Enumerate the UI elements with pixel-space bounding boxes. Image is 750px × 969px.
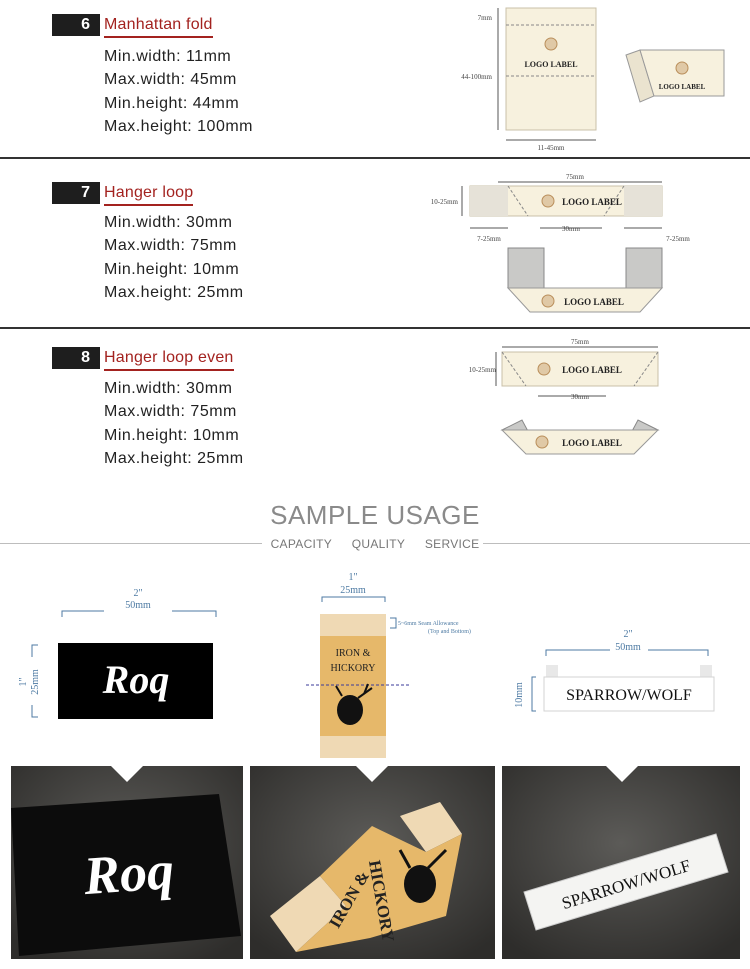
photo-iron-hickory [250, 766, 495, 959]
sample-roq-diagram [0, 575, 250, 755]
iron-label-line1: IRON & [335, 648, 371, 659]
spec-max-width: Max.width: 75mm [104, 237, 237, 255]
spec-max-height: Max.height: 25mm [104, 283, 244, 301]
seam-note-line1: 5~6mm Seam Allowance [398, 621, 459, 627]
width-dimension: 11-45mm [537, 144, 565, 152]
spec-max-height: Max.height: 25mm [104, 449, 244, 467]
center-dimension: 30mm [562, 225, 580, 233]
sample-sparrow-wolf-diagram [500, 615, 750, 725]
center-dimension: 30mm [571, 393, 589, 401]
spec-min-height: Min.height: 10mm [104, 426, 240, 444]
spec-max-height: Max.height: 100mm [104, 117, 254, 135]
style-name: Manhattan fold [104, 14, 213, 38]
photo-sparrow-wolf [502, 766, 740, 959]
fold-dimension: 7mm [477, 14, 492, 22]
sample-iron-hickory-diagram [250, 570, 500, 760]
spec-list [104, 211, 244, 304]
style-name: Hanger loop even [104, 347, 234, 371]
folded-logo-text: LOGO LABEL [562, 438, 622, 448]
right-dimension: 7-25mm [666, 235, 690, 243]
spec-min-width: Min.width: 30mm [104, 380, 233, 397]
logo-label-text: LOGO LABEL [562, 365, 622, 375]
section-divider [0, 157, 750, 159]
logo-label-text: LOGO LABEL [562, 197, 622, 207]
style-section-6 [0, 0, 750, 158]
hanger-loop-even-diagram [450, 330, 750, 460]
sparrow-width-mm: 50mm [615, 642, 641, 653]
spec-min-height: Min.height: 10mm [104, 260, 240, 278]
style-number-badge: 7 [52, 182, 100, 204]
iron-label-line2: HICKORY [330, 663, 376, 674]
photo-roq [11, 766, 243, 959]
section-divider [0, 327, 750, 329]
spec-max-width: Max.width: 45mm [104, 71, 237, 89]
roq-width-mm: 50mm [125, 600, 151, 611]
sample-usage-title: SAMPLE USAGE [270, 500, 480, 530]
sparrow-photo-text: SPARROW/WOLF [559, 855, 693, 914]
logo-label-text: LOGO LABEL [524, 60, 578, 69]
iron-width-mm: 25mm [340, 585, 366, 596]
spec-min-width: Min.width: 30mm [104, 214, 233, 231]
iron-photo-text-line2: HICKORY [364, 858, 398, 944]
roq-height-mm: 25mm [30, 669, 41, 695]
iron-width-inch: 1" [348, 572, 358, 583]
spec-min-width: Min.width: 11mm [104, 48, 232, 65]
subtitle-capacity: CAPACITY [267, 537, 337, 551]
style-name: Hanger loop [104, 182, 193, 206]
total-width-dimension: 75mm [566, 173, 584, 181]
spec-list [104, 45, 253, 138]
iron-photo-text-line1: IRON & [325, 867, 374, 932]
style-number-badge: 6 [52, 14, 100, 36]
left-dimension: 7-25mm [477, 235, 501, 243]
subtitle-service: SERVICE [421, 537, 484, 551]
style-section-8 [0, 330, 750, 490]
total-width-dimension: 75mm [571, 338, 589, 346]
roq-height-inch: 1" [18, 677, 29, 687]
roq-label-text: Roq [102, 657, 170, 702]
folded-logo-text: LOGO LABEL [658, 83, 706, 91]
roq-width-inch: 2" [133, 588, 143, 599]
roq-photo-image [11, 766, 243, 959]
manhattan-fold-diagram [430, 0, 750, 155]
spec-max-width: Max.width: 75mm [104, 403, 237, 421]
height-dimension: 10-25mm [468, 366, 496, 374]
sparrow-photo-image [502, 766, 740, 959]
sparrow-label-text: SPARROW/WOLF [566, 687, 692, 704]
style-section-7 [0, 160, 750, 328]
sample-subtitle [0, 537, 750, 551]
seam-note-line2: (Top and Bottom) [428, 629, 471, 635]
sparrow-width-inch: 2" [623, 629, 633, 640]
sparrow-height-mm: 10mm [514, 682, 525, 708]
iron-photo-image [250, 766, 495, 959]
subtitle-quality: QUALITY [348, 537, 409, 551]
spec-min-height: Min.height: 44mm [104, 94, 240, 112]
spec-list [104, 377, 244, 470]
hanger-loop-diagram [420, 160, 750, 325]
style-number-badge: 8 [52, 347, 100, 369]
folded-logo-text: LOGO LABEL [564, 297, 624, 307]
height-dimension: 44-100mm [461, 73, 492, 81]
height-dimension: 10-25mm [430, 198, 458, 206]
roq-photo-text: Roq [81, 839, 176, 907]
